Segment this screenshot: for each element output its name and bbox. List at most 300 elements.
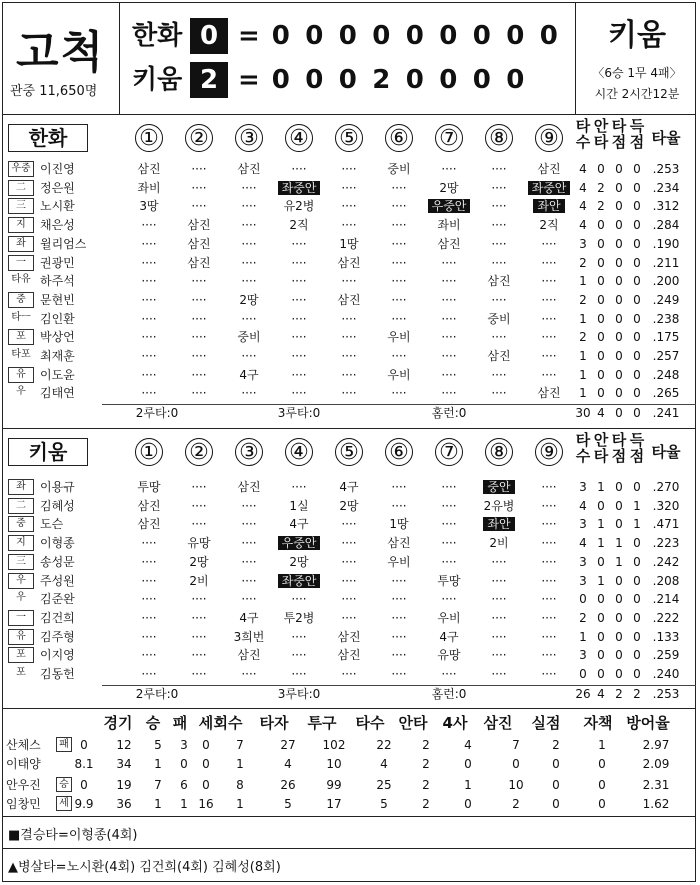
batter-stat: 0 bbox=[597, 554, 605, 569]
batter-row bbox=[2, 478, 696, 497]
team-total: 4 bbox=[597, 686, 605, 701]
at-bat-text: ···· bbox=[391, 292, 407, 307]
pitcher-row bbox=[0, 736, 700, 754]
pitcher-stat: 1 bbox=[180, 797, 188, 811]
inning-number: ② bbox=[185, 438, 213, 466]
batter-stat: 0 bbox=[597, 592, 605, 607]
pitching-column-header: 방어율 bbox=[626, 714, 670, 732]
batting-average: .249 bbox=[652, 292, 680, 307]
at-bat-text: ···· bbox=[491, 218, 507, 233]
at-bat-text: ···· bbox=[541, 480, 557, 494]
at-bat-text: 2비 bbox=[489, 536, 509, 551]
pitcher-stat: 1 bbox=[236, 797, 244, 811]
at-bat-text: ···· bbox=[391, 236, 407, 251]
batter-stat: 1 bbox=[579, 311, 587, 326]
at-bat-text: ···· bbox=[191, 386, 207, 401]
at-bat-text: 우비 bbox=[437, 610, 461, 625]
at-bat-text: 2비 bbox=[189, 573, 209, 588]
at-bat-text: ···· bbox=[191, 517, 207, 532]
batter-row bbox=[2, 609, 696, 628]
position-badge: 좌 bbox=[8, 479, 34, 495]
at-bat-text: 2땅 bbox=[289, 554, 309, 569]
batting-average: .253 bbox=[652, 162, 680, 176]
batter-stat: 0 bbox=[633, 162, 641, 176]
at-bat-text: ···· bbox=[141, 592, 157, 607]
at-bat-text: ···· bbox=[191, 330, 207, 345]
at-bat-text: ···· bbox=[341, 218, 357, 233]
at-bat-text: ···· bbox=[191, 274, 207, 289]
pitcher-stat: 5 bbox=[380, 797, 388, 811]
at-bat-text: ···· bbox=[191, 349, 207, 363]
position-badge: 二 bbox=[8, 498, 34, 514]
batting-average: .211 bbox=[652, 255, 680, 270]
inning-run: 2 bbox=[372, 65, 391, 95]
batting-average: .284 bbox=[652, 218, 680, 233]
inning-number: ⑦ bbox=[435, 124, 463, 152]
pitcher-stat: 10 bbox=[326, 757, 342, 771]
at-bat-text: ···· bbox=[241, 667, 257, 681]
position-badge: 지 bbox=[8, 217, 34, 233]
pitcher-stat: 2.09 bbox=[642, 757, 670, 771]
batting-average: .248 bbox=[652, 367, 680, 382]
pitcher-name: 산체스 bbox=[6, 738, 41, 752]
pitcher-stat: 2 bbox=[422, 757, 430, 771]
batter-stat: 2 bbox=[579, 255, 587, 270]
batting-average: .175 bbox=[652, 330, 680, 345]
batter-stat: 0 bbox=[597, 236, 605, 251]
inning-run: 0 bbox=[305, 65, 324, 95]
pitcher-stat: 9.9 bbox=[74, 797, 94, 811]
batter-stat: 0 bbox=[633, 349, 641, 363]
at-bat-text: ···· bbox=[391, 218, 407, 233]
team-average: .241 bbox=[652, 406, 680, 421]
batter-stat: 0 bbox=[597, 367, 605, 382]
pitcher-stat: 1 bbox=[598, 738, 606, 752]
batter-stat: 4 bbox=[579, 498, 587, 513]
pitcher-stat: 0 bbox=[552, 757, 560, 771]
batter-name: 김태연 bbox=[40, 386, 75, 401]
at-bat-text: ···· bbox=[291, 330, 307, 345]
decision-badge: 세 bbox=[56, 796, 72, 811]
homers-count: 홈런:0 bbox=[431, 686, 467, 701]
at-bat-text: ···· bbox=[141, 292, 157, 307]
batting-average: .234 bbox=[652, 180, 680, 195]
at-bat-text: 좌비 bbox=[437, 218, 461, 233]
batter-name: 박상언 bbox=[40, 330, 75, 345]
inning-number: ⑧ bbox=[485, 438, 513, 466]
at-bat-text: 좌중안 bbox=[278, 574, 321, 588]
position-badge: 우중 bbox=[8, 161, 34, 177]
at-bat-text: ···· bbox=[391, 274, 407, 289]
pitcher-stat: 5 bbox=[154, 738, 162, 752]
batting-average: .133 bbox=[652, 629, 680, 644]
batter-stat: 0 bbox=[633, 255, 641, 270]
batter-row bbox=[2, 665, 696, 684]
at-bat-text: ···· bbox=[241, 536, 257, 551]
at-bat-text: ···· bbox=[291, 386, 307, 401]
at-bat-text: ···· bbox=[291, 629, 307, 644]
at-bat-text: ···· bbox=[491, 330, 507, 345]
at-bat-text: ···· bbox=[391, 480, 407, 494]
at-bat-text: ···· bbox=[241, 592, 257, 607]
at-bat-text: ···· bbox=[441, 367, 457, 382]
inning-number: ① bbox=[135, 438, 163, 466]
batter-stat: 3 bbox=[579, 554, 587, 569]
at-bat-text: ···· bbox=[141, 236, 157, 251]
section-divider bbox=[2, 708, 696, 709]
at-bat-text: ···· bbox=[391, 199, 407, 214]
batter-row bbox=[2, 572, 696, 591]
at-bat-text: ···· bbox=[291, 162, 307, 176]
batter-stat: 0 bbox=[615, 498, 623, 513]
at-bat-text: ···· bbox=[491, 292, 507, 307]
pitcher-stat: 16 bbox=[198, 797, 214, 811]
batter-stat: 1 bbox=[579, 274, 587, 289]
at-bat-text: 삼진 bbox=[187, 218, 211, 233]
at-bat-text: ···· bbox=[341, 386, 357, 401]
inning-number: ⑦ bbox=[435, 438, 463, 466]
batter-stat: 1 bbox=[579, 349, 587, 363]
inning-number: ⑨ bbox=[535, 124, 563, 152]
at-bat-text: 삼진 bbox=[537, 386, 561, 401]
at-bat-text: ···· bbox=[241, 199, 257, 214]
position-badge: 유 bbox=[8, 629, 34, 645]
at-bat-text: ···· bbox=[341, 349, 357, 363]
batter-row bbox=[2, 347, 696, 366]
batting-average: .240 bbox=[652, 667, 680, 681]
at-bat-text: ···· bbox=[441, 255, 457, 270]
at-bat-text: ···· bbox=[191, 480, 207, 494]
pitcher-row bbox=[0, 795, 700, 813]
batter-stat: 0 bbox=[633, 573, 641, 588]
team-total: 2 bbox=[615, 686, 623, 701]
batter-name: 주성원 bbox=[40, 573, 75, 588]
at-bat-text: ···· bbox=[491, 648, 507, 663]
at-bat-text: ···· bbox=[141, 274, 157, 289]
inning-run: 0 bbox=[271, 65, 290, 95]
inning-number: ② bbox=[185, 124, 213, 152]
pitcher-stat: 17 bbox=[326, 797, 342, 811]
at-bat-text: ···· bbox=[541, 554, 557, 569]
pitcher-stat: 7 bbox=[512, 738, 520, 752]
pitcher-stat: 0 bbox=[202, 738, 210, 752]
batter-stat: 0 bbox=[615, 517, 623, 532]
batter-stat: 2 bbox=[597, 199, 605, 214]
at-bat-text: ···· bbox=[441, 274, 457, 289]
venue-name: 고척 bbox=[16, 27, 106, 78]
batter-name: 송성문 bbox=[40, 554, 75, 569]
batter-stat: 0 bbox=[579, 667, 587, 681]
at-bat-text: ···· bbox=[491, 199, 507, 214]
at-bat-text: ···· bbox=[541, 517, 557, 532]
team-total: 0 bbox=[615, 406, 623, 421]
at-bat-text: ···· bbox=[291, 292, 307, 307]
pitcher-name: 이태양 bbox=[6, 757, 41, 771]
at-bat-text: ···· bbox=[191, 292, 207, 307]
inning-run: 0 bbox=[439, 65, 458, 95]
at-bat-text: ···· bbox=[341, 517, 357, 532]
at-bat-text: ···· bbox=[291, 592, 307, 607]
batter-row bbox=[2, 216, 696, 235]
stat-header: 타수 bbox=[575, 117, 591, 151]
inning-run: 0 bbox=[271, 21, 290, 51]
at-bat-text: ···· bbox=[241, 255, 257, 270]
at-bat-text: ···· bbox=[391, 573, 407, 588]
section-divider bbox=[2, 816, 696, 817]
at-bat-text: ···· bbox=[291, 648, 307, 663]
at-bat-text: ···· bbox=[491, 236, 507, 251]
at-bat-text: ···· bbox=[191, 648, 207, 663]
pitching-header bbox=[0, 712, 700, 734]
pitcher-stat: 0 bbox=[202, 778, 210, 792]
batter-row bbox=[2, 328, 696, 347]
batter-stat: 0 bbox=[579, 592, 587, 607]
batter-name: 노시환 bbox=[40, 199, 75, 214]
at-bat-text: ···· bbox=[191, 667, 207, 681]
batter-stat: 0 bbox=[597, 162, 605, 176]
inning-number: ⑨ bbox=[535, 438, 563, 466]
at-bat-text: ···· bbox=[341, 330, 357, 345]
pitcher-stat: 1 bbox=[154, 757, 162, 771]
at-bat-text: ···· bbox=[141, 648, 157, 663]
at-bat-text: 유2병 bbox=[283, 199, 315, 214]
pitching-column-header: 삼진 bbox=[483, 714, 513, 732]
pitcher-stat: 27 bbox=[280, 738, 296, 752]
batter-row bbox=[2, 515, 696, 534]
at-bat-text: ···· bbox=[491, 386, 507, 401]
pitcher-stat: 0 bbox=[512, 757, 520, 771]
batter-name: 채은성 bbox=[40, 218, 75, 233]
divider bbox=[119, 2, 120, 114]
at-bat-text: 좌안 bbox=[533, 199, 564, 213]
at-bat-text: ···· bbox=[241, 517, 257, 532]
team-total: 30 bbox=[575, 406, 591, 421]
at-bat-text: ···· bbox=[291, 311, 307, 326]
batter-stat: 0 bbox=[597, 648, 605, 663]
at-bat-text: ···· bbox=[441, 517, 457, 532]
batter-stat: 3 bbox=[579, 236, 587, 251]
at-bat-text: ···· bbox=[141, 255, 157, 270]
batter-stat: 1 bbox=[615, 554, 623, 569]
equals-sign: = bbox=[238, 65, 260, 95]
at-bat-text: ···· bbox=[391, 667, 407, 681]
inning-run: 0 bbox=[405, 65, 424, 95]
team-record: 〈6승 1무 4패〉 bbox=[592, 66, 682, 80]
batter-stat: 1 bbox=[615, 536, 623, 551]
batting-average: .270 bbox=[652, 480, 680, 494]
at-bat-text: 좌비 bbox=[137, 180, 161, 195]
at-bat-text: 삼진 bbox=[237, 480, 261, 494]
batter-stat: 2 bbox=[579, 610, 587, 625]
batter-stat: 0 bbox=[615, 311, 623, 326]
batter-stat: 1 bbox=[579, 386, 587, 401]
batter-stat: 0 bbox=[633, 236, 641, 251]
at-bat-text: 삼진 bbox=[337, 255, 361, 270]
triples-count: 3루타:0 bbox=[277, 406, 321, 421]
batting-average: .214 bbox=[652, 592, 680, 607]
at-bat-text: ···· bbox=[191, 162, 207, 176]
batter-stat: 0 bbox=[633, 218, 641, 233]
pitcher-stat: 10 bbox=[508, 778, 524, 792]
at-bat-text: ···· bbox=[141, 349, 157, 363]
batter-row bbox=[2, 291, 696, 310]
stat-header: 안타 bbox=[593, 431, 609, 465]
batter-row bbox=[2, 497, 696, 516]
batter-name: 하주석 bbox=[40, 274, 75, 289]
pitcher-stat: 36 bbox=[116, 797, 132, 811]
at-bat-text: ···· bbox=[541, 311, 557, 326]
pitcher-stat: 22 bbox=[376, 738, 392, 752]
pitcher-stat: 3 bbox=[180, 738, 188, 752]
winning-hit-note: ■결승타=이형종(4회) bbox=[8, 828, 138, 843]
pitcher-stat: 5 bbox=[284, 797, 292, 811]
at-bat-text: ···· bbox=[291, 480, 307, 494]
pitcher-stat: 12 bbox=[116, 738, 132, 752]
batting-average: .471 bbox=[652, 517, 680, 532]
opponent-panel bbox=[582, 10, 692, 102]
pitcher-stat: 0 bbox=[464, 797, 472, 811]
at-bat-text: ···· bbox=[141, 218, 157, 233]
homers-count: 홈런:0 bbox=[431, 406, 467, 421]
position-badge: 三 bbox=[8, 198, 34, 214]
at-bat-text: ···· bbox=[541, 255, 557, 270]
batter-stat: 0 bbox=[615, 274, 623, 289]
at-bat-text: 2땅 bbox=[339, 498, 359, 513]
at-bat-text: ···· bbox=[491, 610, 507, 625]
at-bat-text: 투2병 bbox=[283, 610, 315, 625]
batter-stat: 0 bbox=[633, 667, 641, 681]
away-team-name: 한화 bbox=[132, 21, 183, 51]
at-bat-text: ···· bbox=[391, 648, 407, 663]
batter-stat: 0 bbox=[633, 592, 641, 607]
at-bat-text: 중비 bbox=[387, 162, 411, 176]
pitcher-stat: 99 bbox=[326, 778, 342, 792]
batter-stat: 0 bbox=[615, 610, 623, 625]
pitcher-stat: 6 bbox=[180, 778, 188, 792]
home-score: 2 bbox=[190, 62, 228, 98]
batter-name: 최재훈 bbox=[40, 349, 75, 363]
at-bat-text: ···· bbox=[291, 349, 307, 363]
at-bat-text: ···· bbox=[141, 610, 157, 625]
pitcher-stat: 2 bbox=[422, 738, 430, 752]
at-bat-text: ···· bbox=[341, 592, 357, 607]
at-bat-text: ···· bbox=[541, 236, 557, 251]
batter-stat: 0 bbox=[615, 180, 623, 195]
at-bat-text: ···· bbox=[191, 498, 207, 513]
team-total: 26 bbox=[575, 686, 591, 701]
at-bat-text: ···· bbox=[391, 311, 407, 326]
batter-stat: 0 bbox=[597, 610, 605, 625]
at-bat-text: ···· bbox=[191, 610, 207, 625]
batter-name: 이지영 bbox=[40, 648, 75, 663]
position-badge: 포 bbox=[16, 667, 26, 678]
at-bat-text: ···· bbox=[541, 292, 557, 307]
at-bat-text: ···· bbox=[341, 610, 357, 625]
pitcher-stat: 25 bbox=[376, 778, 392, 792]
section-divider bbox=[2, 848, 696, 849]
batting-average: .259 bbox=[652, 648, 680, 663]
at-bat-text: 삼진 bbox=[487, 349, 511, 363]
at-bat-text: 우비 bbox=[387, 367, 411, 382]
batter-row bbox=[2, 366, 696, 385]
at-bat-text: ···· bbox=[391, 629, 407, 644]
at-bat-text: ···· bbox=[291, 367, 307, 382]
pitcher-stat: 0 bbox=[598, 797, 606, 811]
batter-stat: 0 bbox=[615, 386, 623, 401]
inning-number: ④ bbox=[285, 438, 313, 466]
at-bat-text: ···· bbox=[491, 667, 507, 681]
team-total: 2 bbox=[633, 686, 641, 701]
at-bat-text: ···· bbox=[541, 610, 557, 625]
at-bat-text: ···· bbox=[241, 386, 257, 401]
inning-number: ⑥ bbox=[385, 438, 413, 466]
inning-run: 0 bbox=[472, 21, 491, 51]
at-bat-text: ···· bbox=[341, 274, 357, 289]
batter-stat: 0 bbox=[597, 218, 605, 233]
at-bat-text: 유땅 bbox=[187, 536, 211, 551]
batter-row bbox=[2, 646, 696, 665]
at-bat-text: 삼진 bbox=[237, 162, 261, 176]
batter-stat: 0 bbox=[615, 592, 623, 607]
at-bat-text: ···· bbox=[541, 330, 557, 345]
batting-average: .208 bbox=[652, 573, 680, 588]
at-bat-text: ···· bbox=[491, 367, 507, 382]
pitcher-stat: 1 bbox=[154, 797, 162, 811]
at-bat-text: ···· bbox=[441, 292, 457, 307]
at-bat-text: ···· bbox=[141, 629, 157, 644]
pitcher-stat: 4 bbox=[284, 757, 292, 771]
batter-stat: 0 bbox=[597, 667, 605, 681]
batter-stat: 1 bbox=[633, 517, 641, 532]
batter-stat: 0 bbox=[615, 292, 623, 307]
batter-row bbox=[2, 235, 696, 254]
attendance: 관중 11,650명 bbox=[10, 84, 98, 99]
at-bat-text: ···· bbox=[141, 536, 157, 551]
at-bat-text: ···· bbox=[441, 330, 457, 345]
position-badge: 포 bbox=[8, 647, 34, 663]
batting-average: .223 bbox=[652, 536, 680, 551]
batter-stat: 0 bbox=[615, 218, 623, 233]
at-bat-text: ···· bbox=[491, 255, 507, 270]
at-bat-text: ···· bbox=[341, 311, 357, 326]
batter-name: 이진영 bbox=[40, 162, 75, 176]
batter-stat: 1 bbox=[597, 573, 605, 588]
batter-name: 김동헌 bbox=[40, 667, 75, 681]
pitcher-stat: 34 bbox=[116, 757, 132, 771]
batter-stat: 1 bbox=[579, 629, 587, 644]
batter-stat: 4 bbox=[579, 180, 587, 195]
at-bat-text: ···· bbox=[441, 498, 457, 513]
batter-stat: 0 bbox=[615, 667, 623, 681]
batter-stat: 0 bbox=[597, 255, 605, 270]
at-bat-text: ···· bbox=[391, 498, 407, 513]
batter-stat: 0 bbox=[615, 367, 623, 382]
batter-name: 김혜성 bbox=[40, 498, 75, 513]
team-total: 4 bbox=[597, 406, 605, 421]
inning-run: 0 bbox=[506, 65, 525, 95]
batter-stat: 0 bbox=[633, 274, 641, 289]
position-badge: 포 bbox=[8, 329, 34, 345]
at-bat-text: 삼진 bbox=[187, 255, 211, 270]
stat-header: 타수 bbox=[575, 431, 591, 465]
batter-stat: 0 bbox=[597, 292, 605, 307]
at-bat-text: ···· bbox=[441, 667, 457, 681]
at-bat-text: ···· bbox=[241, 498, 257, 513]
batter-stat: 0 bbox=[633, 480, 641, 494]
batter-stat: 2 bbox=[579, 330, 587, 345]
pitching-column-header: 자책 bbox=[583, 714, 613, 732]
batting-average: .222 bbox=[652, 610, 680, 625]
